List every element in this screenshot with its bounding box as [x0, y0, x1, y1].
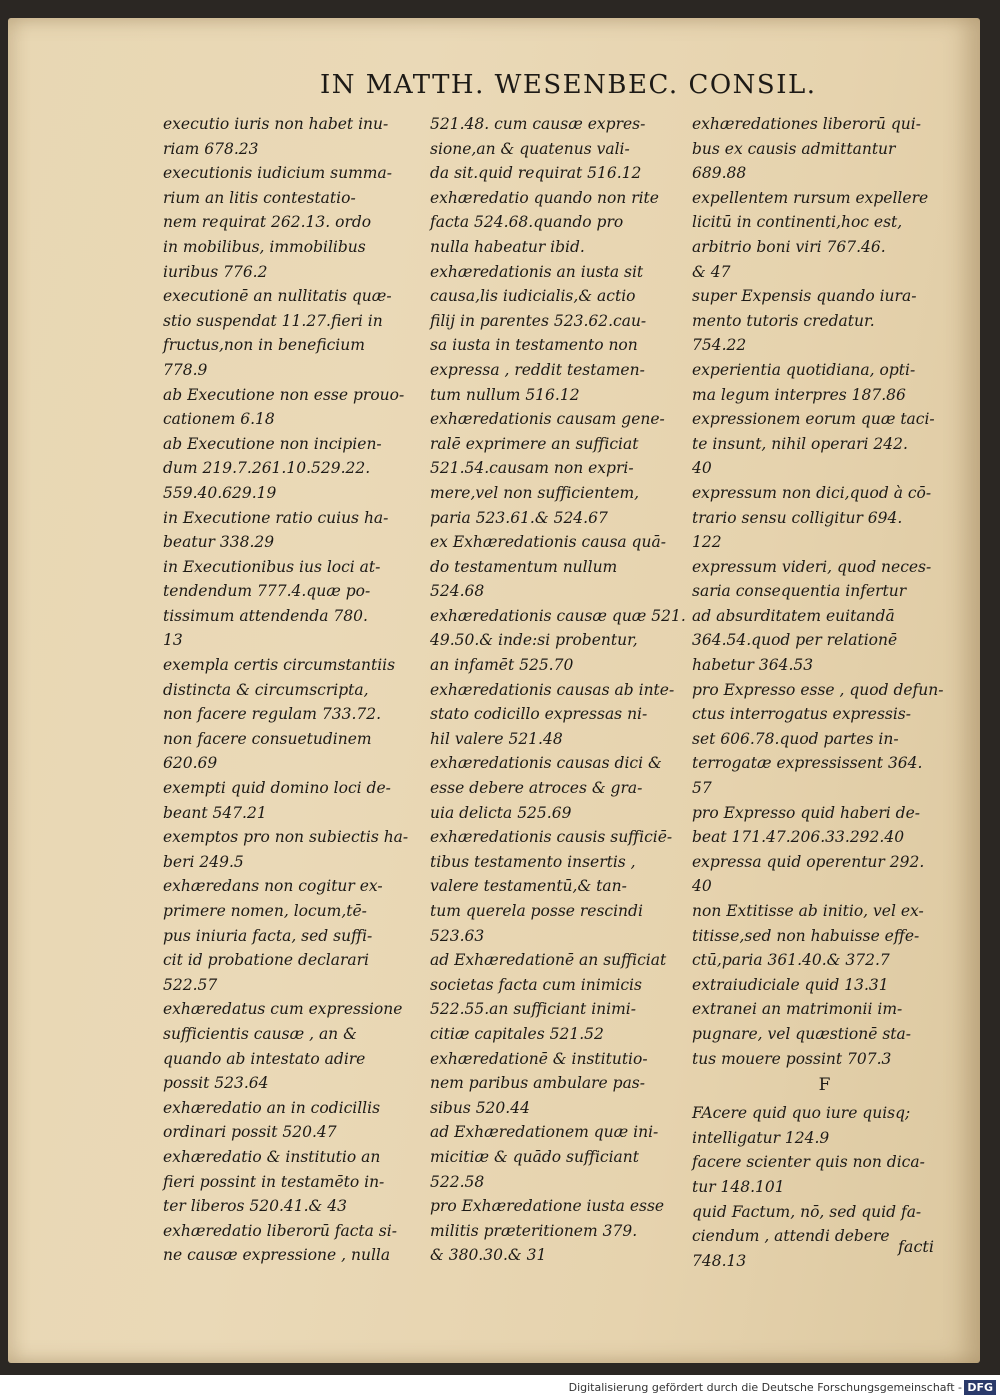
- index-entry-line: pugnare, vel quæstionē sta-: [692, 1024, 911, 1043]
- index-entry-line: executio iuris non habet inu-: [163, 115, 389, 133]
- index-entry-line: intelligatur 124.9: [692, 1128, 830, 1147]
- index-entry-line: 522.55.an sufficiant inimi-: [430, 1000, 636, 1019]
- index-entry-line: in Executione ratio cuius ha-: [163, 508, 389, 527]
- index-entry-line: set 606.78.quod partes in-: [692, 729, 899, 748]
- index-entry-line: exhæredationes liberorū qui-: [692, 115, 921, 133]
- index-entry-line: nulla habeatur ibid.: [430, 237, 585, 256]
- index-entry-line: ralē exprimere an sufficiat: [430, 434, 639, 453]
- index-entry-line: & 47: [692, 262, 731, 281]
- index-entry-line: 523.63: [430, 926, 485, 945]
- index-entry: [430, 530, 685, 604]
- index-entry-line: 521.54.causam non expri-: [430, 459, 634, 478]
- index-entry: [430, 112, 685, 186]
- index-entry-line: experientia quotidiana, opti-: [692, 360, 916, 379]
- index-entry-line: exhæredans non cogitur ex-: [163, 877, 383, 896]
- index-entry-line: 524.68: [430, 582, 485, 601]
- index-entry-line: sione,an & quatenus vali-: [430, 139, 630, 158]
- index-entry: [430, 260, 685, 408]
- index-entry: [692, 997, 957, 1071]
- index-entry-line: pus iniuria facta, sed suffi-: [163, 926, 373, 945]
- index-entry: [692, 358, 957, 407]
- index-entry-line: ne causæ expressione , nulla: [163, 1246, 391, 1265]
- index-entry-line: ter liberos 520.41.& 43: [163, 1197, 347, 1216]
- index-entry-line: ab Executione non esse prouo-: [163, 385, 405, 404]
- index-entry-line: 522.58: [430, 1172, 485, 1191]
- index-entry-line: facta 524.68.quando pro: [430, 213, 624, 232]
- index-entry-line: stio suspendat 11.27.fieri in: [163, 311, 383, 330]
- index-entry-line: fructus,non in beneficium: [163, 336, 365, 355]
- index-entry-line: exhæredatio quando non rite: [430, 188, 659, 207]
- index-entry-line: ctus interrogatus expressis-: [692, 705, 911, 724]
- index-entry: [163, 1219, 428, 1268]
- index-entry-line: tendendum 777.4.quæ po-: [163, 582, 371, 601]
- index-entry-line: cit id probatione declarari: [163, 951, 370, 970]
- index-entry-line: habetur 364.53: [692, 656, 814, 675]
- index-entry-line: 364.54.quod per relationē: [692, 631, 898, 650]
- running-header: IN MATTH. WESENBEC. CONSIL.: [320, 70, 817, 100]
- index-entry: [430, 407, 685, 530]
- index-entry-line: facere scienter quis non dica-: [692, 1153, 925, 1172]
- index-entry-line: uia delicta 525.69: [430, 803, 572, 822]
- index-entry-line: 778.9: [163, 360, 208, 379]
- index-entry-line: sufficientis causæ , an &: [163, 1024, 357, 1043]
- index-entry-line: exhæredationis causæ quæ 521.: [430, 606, 686, 625]
- index-entry-line: 40: [692, 877, 712, 896]
- index-entry-line: riam 678.23: [163, 139, 259, 158]
- index-entry-line: cationem 6.18: [163, 410, 275, 429]
- index-entry-line: micitiæ & quādo sufficiant: [430, 1147, 639, 1166]
- index-entry-line: sibus 520.44: [430, 1098, 530, 1117]
- index-entry-line: 40: [692, 459, 712, 478]
- index-entry-line: expressum videri, quod neces-: [692, 557, 932, 576]
- index-entry-line: stato codicillo expressas ni-: [430, 705, 648, 724]
- index-entry: [430, 678, 685, 752]
- index-entry: [692, 899, 957, 973]
- index-entry-line: in Executionibus ius loci at-: [163, 557, 381, 576]
- index-entry: [163, 874, 428, 997]
- index-entry-line: extraiudiciale quid 13.31: [692, 975, 889, 994]
- index-entry-line: citiæ capitales 521.52: [430, 1024, 604, 1043]
- index-entry-line: exhæredationis causam gene-: [430, 410, 665, 429]
- index-entry-line: tum querela posse rescindi: [430, 902, 643, 920]
- index-entry-line: fieri possint in testamēto in-: [163, 1172, 385, 1191]
- index-entry-line: ad Exhæredationē an sufficiat: [430, 951, 667, 970]
- index-column-3: [692, 112, 957, 1273]
- index-entry-line: 748.13: [692, 1251, 747, 1270]
- index-entry-line: ciendum , attendi debere: [692, 1227, 890, 1246]
- index-entry: [163, 1096, 428, 1145]
- index-entry: [163, 432, 428, 506]
- index-entry-line: pro Expresso esse , quod defun-: [692, 680, 944, 699]
- index-entry-line: 13: [163, 631, 183, 650]
- index-entry: [163, 776, 428, 825]
- index-entry: [430, 604, 685, 678]
- index-entry: [430, 1047, 685, 1121]
- index-entry-line: non facere regulam 733.72.: [163, 705, 382, 724]
- index-entry: [163, 112, 428, 161]
- index-entry-line: exhæredationis causas dici &: [430, 754, 662, 773]
- index-entry-line: exhæredationis causis sufficiē-: [430, 828, 673, 847]
- index-entry: [163, 1145, 428, 1219]
- index-entry-line: quando ab intestato adire: [163, 1049, 366, 1068]
- index-entry: [692, 1150, 957, 1199]
- index-entry-line: 689.88: [692, 164, 747, 183]
- index-entry-line: exhæredatio an in codicillis: [163, 1098, 381, 1117]
- index-entry-line: 522.57: [163, 975, 218, 994]
- index-column-1: [163, 112, 428, 1268]
- index-entry: [692, 1101, 957, 1150]
- index-entry-line: ad absurditatem euitandā: [692, 606, 895, 625]
- index-entry-line: 620.69: [163, 754, 218, 773]
- index-entry-line: causa,lis iudicialis,& actio: [430, 287, 636, 306]
- index-entry: [163, 284, 428, 382]
- index-entry-line: terrogatæ expressissent 364.: [692, 754, 923, 773]
- index-entry-line: super Expensis quando iura-: [692, 287, 917, 306]
- index-entry-line: nem requirat 262.13. ordo: [163, 213, 372, 232]
- index-entry: [692, 801, 957, 850]
- index-entry-line: possit 523.64: [163, 1074, 269, 1093]
- index-entry: [163, 825, 428, 874]
- index-entry: [430, 1194, 685, 1268]
- index-entry-line: do testamentum nullum: [430, 557, 618, 576]
- index-entry-line: executionis iudicium summa-: [163, 164, 392, 183]
- index-entry-line: trario sensu colligitur 694.: [692, 508, 903, 527]
- index-entry: [692, 186, 957, 284]
- index-entry-line: tur 148.101: [692, 1177, 785, 1196]
- index-entry-line: exempti quid domino loci de-: [163, 779, 391, 798]
- index-entry-line: 521.48. cum causæ expres-: [430, 115, 646, 133]
- index-entry-line: 754.22: [692, 336, 747, 355]
- index-entry-line: militis præteritionem 379.: [430, 1221, 638, 1240]
- index-entry-line: tissimum attendenda 780.: [163, 606, 368, 625]
- index-entry-line: beat 171.47.206.33.292.40: [692, 828, 905, 847]
- index-entry-line: extranei an matrimonii im-: [692, 1000, 903, 1019]
- index-entry: [692, 284, 957, 358]
- index-entry-line: bus ex causis admittantur: [692, 139, 896, 158]
- dfg-logo: DFG: [964, 1380, 996, 1395]
- index-entry-line: in mobilibus, immobilibus: [163, 237, 366, 256]
- index-entry-line: sa iusta in testamento non: [430, 336, 638, 355]
- index-entry-line: da sit.quid requirat 516.12: [430, 164, 642, 183]
- index-entry: [430, 948, 685, 1046]
- index-entry: [430, 186, 685, 260]
- index-entry-line: exhæredationis causas ab inte-: [430, 680, 675, 699]
- index-entry-line: tus mouere possint 707.3: [692, 1049, 892, 1068]
- index-entry: [163, 997, 428, 1095]
- index-entry: [163, 653, 428, 776]
- index-entry-line: iuribus 776.2: [163, 262, 268, 281]
- index-entry-line: FAcere quid quo iure quisq;: [692, 1104, 911, 1123]
- index-entry-line: nem paribus ambulare pas-: [430, 1074, 646, 1093]
- index-entry-line: licitū in continenti,hoc est,: [692, 213, 903, 232]
- index-entry-line: 57: [692, 779, 712, 798]
- index-entry-line: arbitrio boni viri 767.46.: [692, 237, 886, 256]
- index-entry: [692, 481, 957, 555]
- index-entry: [430, 1120, 685, 1194]
- footer-credit: Digitalisierung gefördert durch die Deutsche Forschungsgemeinschaft -: [568, 1381, 962, 1394]
- index-entry-line: ex Exhæredationis causa quā-: [430, 533, 666, 552]
- index-entry: [430, 751, 685, 825]
- index-entry: [430, 825, 685, 948]
- index-entry-line: ab Executione non incipien-: [163, 434, 382, 453]
- index-entry-line: te insunt, nihil operari 242.: [692, 434, 908, 453]
- index-entry-line: titisse,sed non habuisse effe-: [692, 926, 920, 945]
- index-entry-line: & 380.30.& 31: [430, 1246, 547, 1265]
- index-entry-line: mere,vel non sufficientem,: [430, 483, 640, 502]
- index-entry-line: esse debere atroces & gra-: [430, 779, 643, 798]
- index-entry-line: expellentem rursum expellere: [692, 188, 929, 207]
- index-entry: [692, 112, 957, 186]
- index-entry: [692, 678, 957, 801]
- index-entry: [692, 973, 957, 998]
- index-entry-line: distincta & circumscripta,: [163, 680, 369, 699]
- index-entry-line: mento tutoris credatur.: [692, 311, 875, 330]
- index-entry-line: ad Exhæredationem quæ ini-: [430, 1123, 659, 1142]
- index-entry-line: expressa , reddit testamen-: [430, 360, 645, 379]
- index-entry-line: expressa quid operentur 292.: [692, 852, 925, 871]
- index-entry-line: exhæredatus cum expressione: [163, 1000, 403, 1019]
- index-entry-line: rium an litis contestatio-: [163, 188, 356, 207]
- index-entry-line: exemptos pro non subiectis ha-: [163, 828, 409, 847]
- index-entry-line: valere testamentū,& tan-: [430, 877, 627, 896]
- index-entry-line: tum nullum 516.12: [430, 385, 580, 404]
- index-entry-line: non facere consuetudinem: [163, 729, 372, 748]
- index-entry-line: ordinari possit 520.47: [163, 1123, 337, 1142]
- index-entry-line: 122: [692, 533, 722, 552]
- index-entry-line: filij in parentes 523.62.cau-: [430, 311, 647, 330]
- index-entry-line: primere nomen, locum,tē-: [163, 902, 367, 920]
- index-entry-line: exhæredationis an iusta sit: [430, 262, 644, 281]
- index-entry: [163, 161, 428, 284]
- index-entry-line: 559.40.629.19: [163, 483, 277, 502]
- catchword: facti: [898, 1237, 934, 1256]
- index-entry-line: tibus testamento insertis ,: [430, 852, 636, 871]
- index-entry-line: an infamēt 525.70: [430, 656, 574, 675]
- index-entry-line: beatur 338.29: [163, 533, 275, 552]
- index-entry-line: expressum non dici,quod à cō-: [692, 483, 932, 502]
- index-column-2: [430, 112, 685, 1268]
- index-entry: [692, 555, 957, 678]
- index-entry-line: quid Factum, nō, sed quid fa-: [692, 1202, 922, 1221]
- index-entry-line: dum 219.7.261.10.529.22.: [163, 459, 371, 478]
- index-entry-line: exempla certis circumstantiis: [163, 656, 396, 675]
- index-entry-line: societas facta cum inimicis: [430, 975, 642, 994]
- index-entry-line: exhæredatio & institutio an: [163, 1147, 381, 1166]
- index-entry-line: pro Expresso quid haberi de-: [692, 803, 920, 822]
- index-entry: [163, 555, 428, 653]
- index-entry-line: ma legum interpres 187.86: [692, 385, 906, 404]
- index-entry: [692, 407, 957, 481]
- index-entry-line: ctū,paria 361.40.& 372.7: [692, 951, 890, 970]
- index-entry-line: exhæredationē & institutio-: [430, 1049, 648, 1068]
- index-entry: [163, 383, 428, 432]
- index-entry-line: beri 249.5: [163, 852, 244, 871]
- index-entry-line: expressionem eorum quæ taci-: [692, 410, 935, 429]
- index-entry-line: paria 523.61.& 524.67: [430, 508, 608, 527]
- index-entry: [692, 850, 957, 899]
- index-entry-line: executionē an nullitatis quæ-: [163, 287, 392, 306]
- index-entry-line: 49.50.& inde:si probentur,: [430, 631, 638, 650]
- index-entry-line: hil valere 521.48: [430, 729, 563, 748]
- index-entry-line: non Extitisse ab initio, vel ex-: [692, 902, 924, 920]
- section-letter: F: [818, 1075, 831, 1096]
- index-entry-line: beant 547.21: [163, 803, 267, 822]
- index-entry-line: pro Exhæredatione iusta esse: [430, 1197, 665, 1216]
- index-entry-line: exhæredatio liberorū facta si-: [163, 1221, 397, 1240]
- index-entry: [163, 506, 428, 555]
- index-entry-line: saria consequentia infertur: [692, 582, 907, 601]
- digitization-footer: [0, 1377, 1000, 1399]
